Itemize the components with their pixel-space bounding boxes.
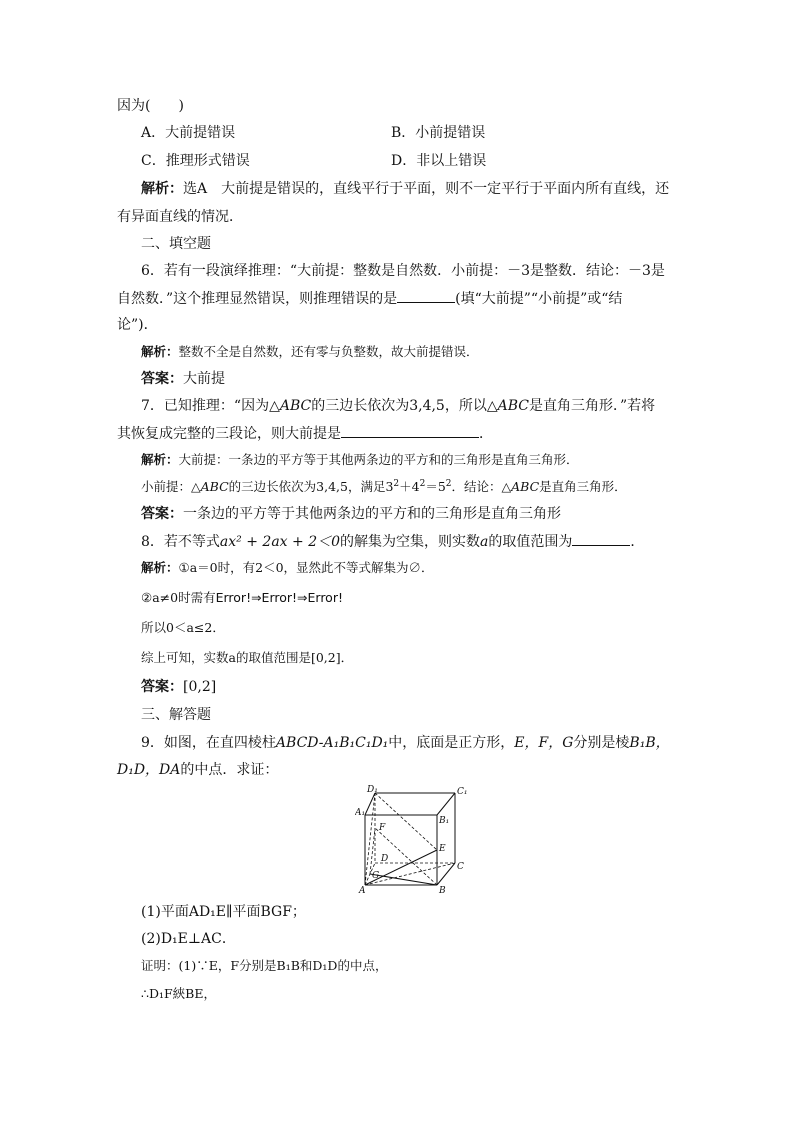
q6-blank (397, 288, 455, 303)
q9-proof-line2: ∴D₁F綊BE， (141, 986, 216, 1001)
q6-solution: 解析：整数不全是自然数，还有零与负整数，故大前提错误． (141, 344, 479, 359)
q6-line2: 自然数．”这个推理显然错误，则推理错误的是 (填“大前提”“小前提”或“结 (117, 288, 622, 309)
label-d1: D₁ (367, 785, 378, 795)
edge-bc (437, 863, 455, 885)
option-a: A．大前提错误 (141, 125, 236, 141)
section-solve: 三、解答题 (141, 707, 211, 723)
q7-solution-line1: 解析：大前提：一条边的平方等于其他两条边的平方和的三角形是直角三角形． (141, 452, 579, 467)
option-c: C．推理形式错误 (141, 153, 250, 169)
q7-line2: 其恢复成完整的三段论，则大前提是 ． (117, 423, 493, 444)
q5-solution-line2: 有异面直线的情况． (117, 209, 243, 225)
prism-figure (355, 785, 475, 895)
option-b: B．小前提错误 (391, 125, 486, 141)
label-f: F (379, 823, 386, 833)
q6-line1: 6．若有一段演绎推理：“大前提：整数是自然数．小前提：－3是整数．结论：－3是 (141, 263, 665, 279)
q8-line1: 8．若不等式ax² + 2ax + 2＜0的解集为空集，则实数a的取值范围为 ． (141, 531, 644, 552)
q5-stem-tail: 因为( ) (117, 98, 184, 114)
q7-line1: 7．已知推理：“因为△ABC的三边长依次为3,4,5，所以△ABC是直角三角形．”若将 (141, 398, 656, 414)
q8-solution-line3: 所以0＜a≤2． (141, 620, 225, 635)
option-d: D．非以上错误 (391, 153, 487, 169)
label-d: D (381, 854, 389, 864)
label-b1: B₁ (439, 816, 450, 826)
q8-solution-line2: ②a≠0时需有Error!⇒Error!⇒Error! (141, 590, 343, 605)
q8-solution-line1: 解析：①a＝0时，有2＜0，显然此不等式解集为∅． (141, 560, 434, 575)
label-b: B (439, 886, 446, 895)
q9-proof-line1: 证明：(1)∵E，F分别是B₁B和D₁D的中点， (141, 958, 388, 973)
q7-solution-line2: 小前提：△ABC的三边长依次为3,4,5，满足$3^2+4^2=5^2$．结论：△ABC是直角三角形． (141, 478, 627, 494)
q9-line1: 9．如图，在直四棱柱ABCD-A₁B₁C₁D₁中，底面是正方形，E，F，G分别是棱B₁B， (141, 735, 670, 751)
q9-part2: (2)D₁E⊥AC． (141, 931, 236, 947)
q8-answer: 答案：[0,2] (141, 679, 217, 695)
label-c: C (457, 862, 464, 872)
label-c1: C₁ (457, 787, 468, 797)
edge-b1c1 (437, 793, 455, 815)
q6-answer: 答案：大前提 (141, 371, 225, 387)
q5-solution-line1: 解析：选A 大前提是错误的，直线平行于平面，则不一定平行于平面内所有直线，还 (141, 181, 670, 197)
q8-solution-line4: 综上可知，实数a的取值范围是[0,2]． (141, 650, 354, 665)
segment-d1e (375, 793, 437, 850)
label-a1: A₁ (355, 808, 366, 818)
section-fill-in: 二、填空题 (141, 236, 211, 252)
q9-line2: D₁D，DA的中点．求证： (117, 762, 279, 778)
label-e: E (439, 844, 446, 854)
q7-blank (341, 423, 479, 438)
q9-part1: (1)平面AD₁E∥平面BGF； (141, 904, 306, 920)
label-g: G (372, 871, 380, 881)
label-a: A (359, 886, 366, 895)
q7-answer: 答案：一条边的平方等于其他两条边的平方和的三角形是直角三角形 (141, 506, 561, 522)
q8-blank (572, 531, 630, 546)
q6-line3: 论”)． (117, 317, 158, 333)
segment-gb (370, 874, 437, 885)
